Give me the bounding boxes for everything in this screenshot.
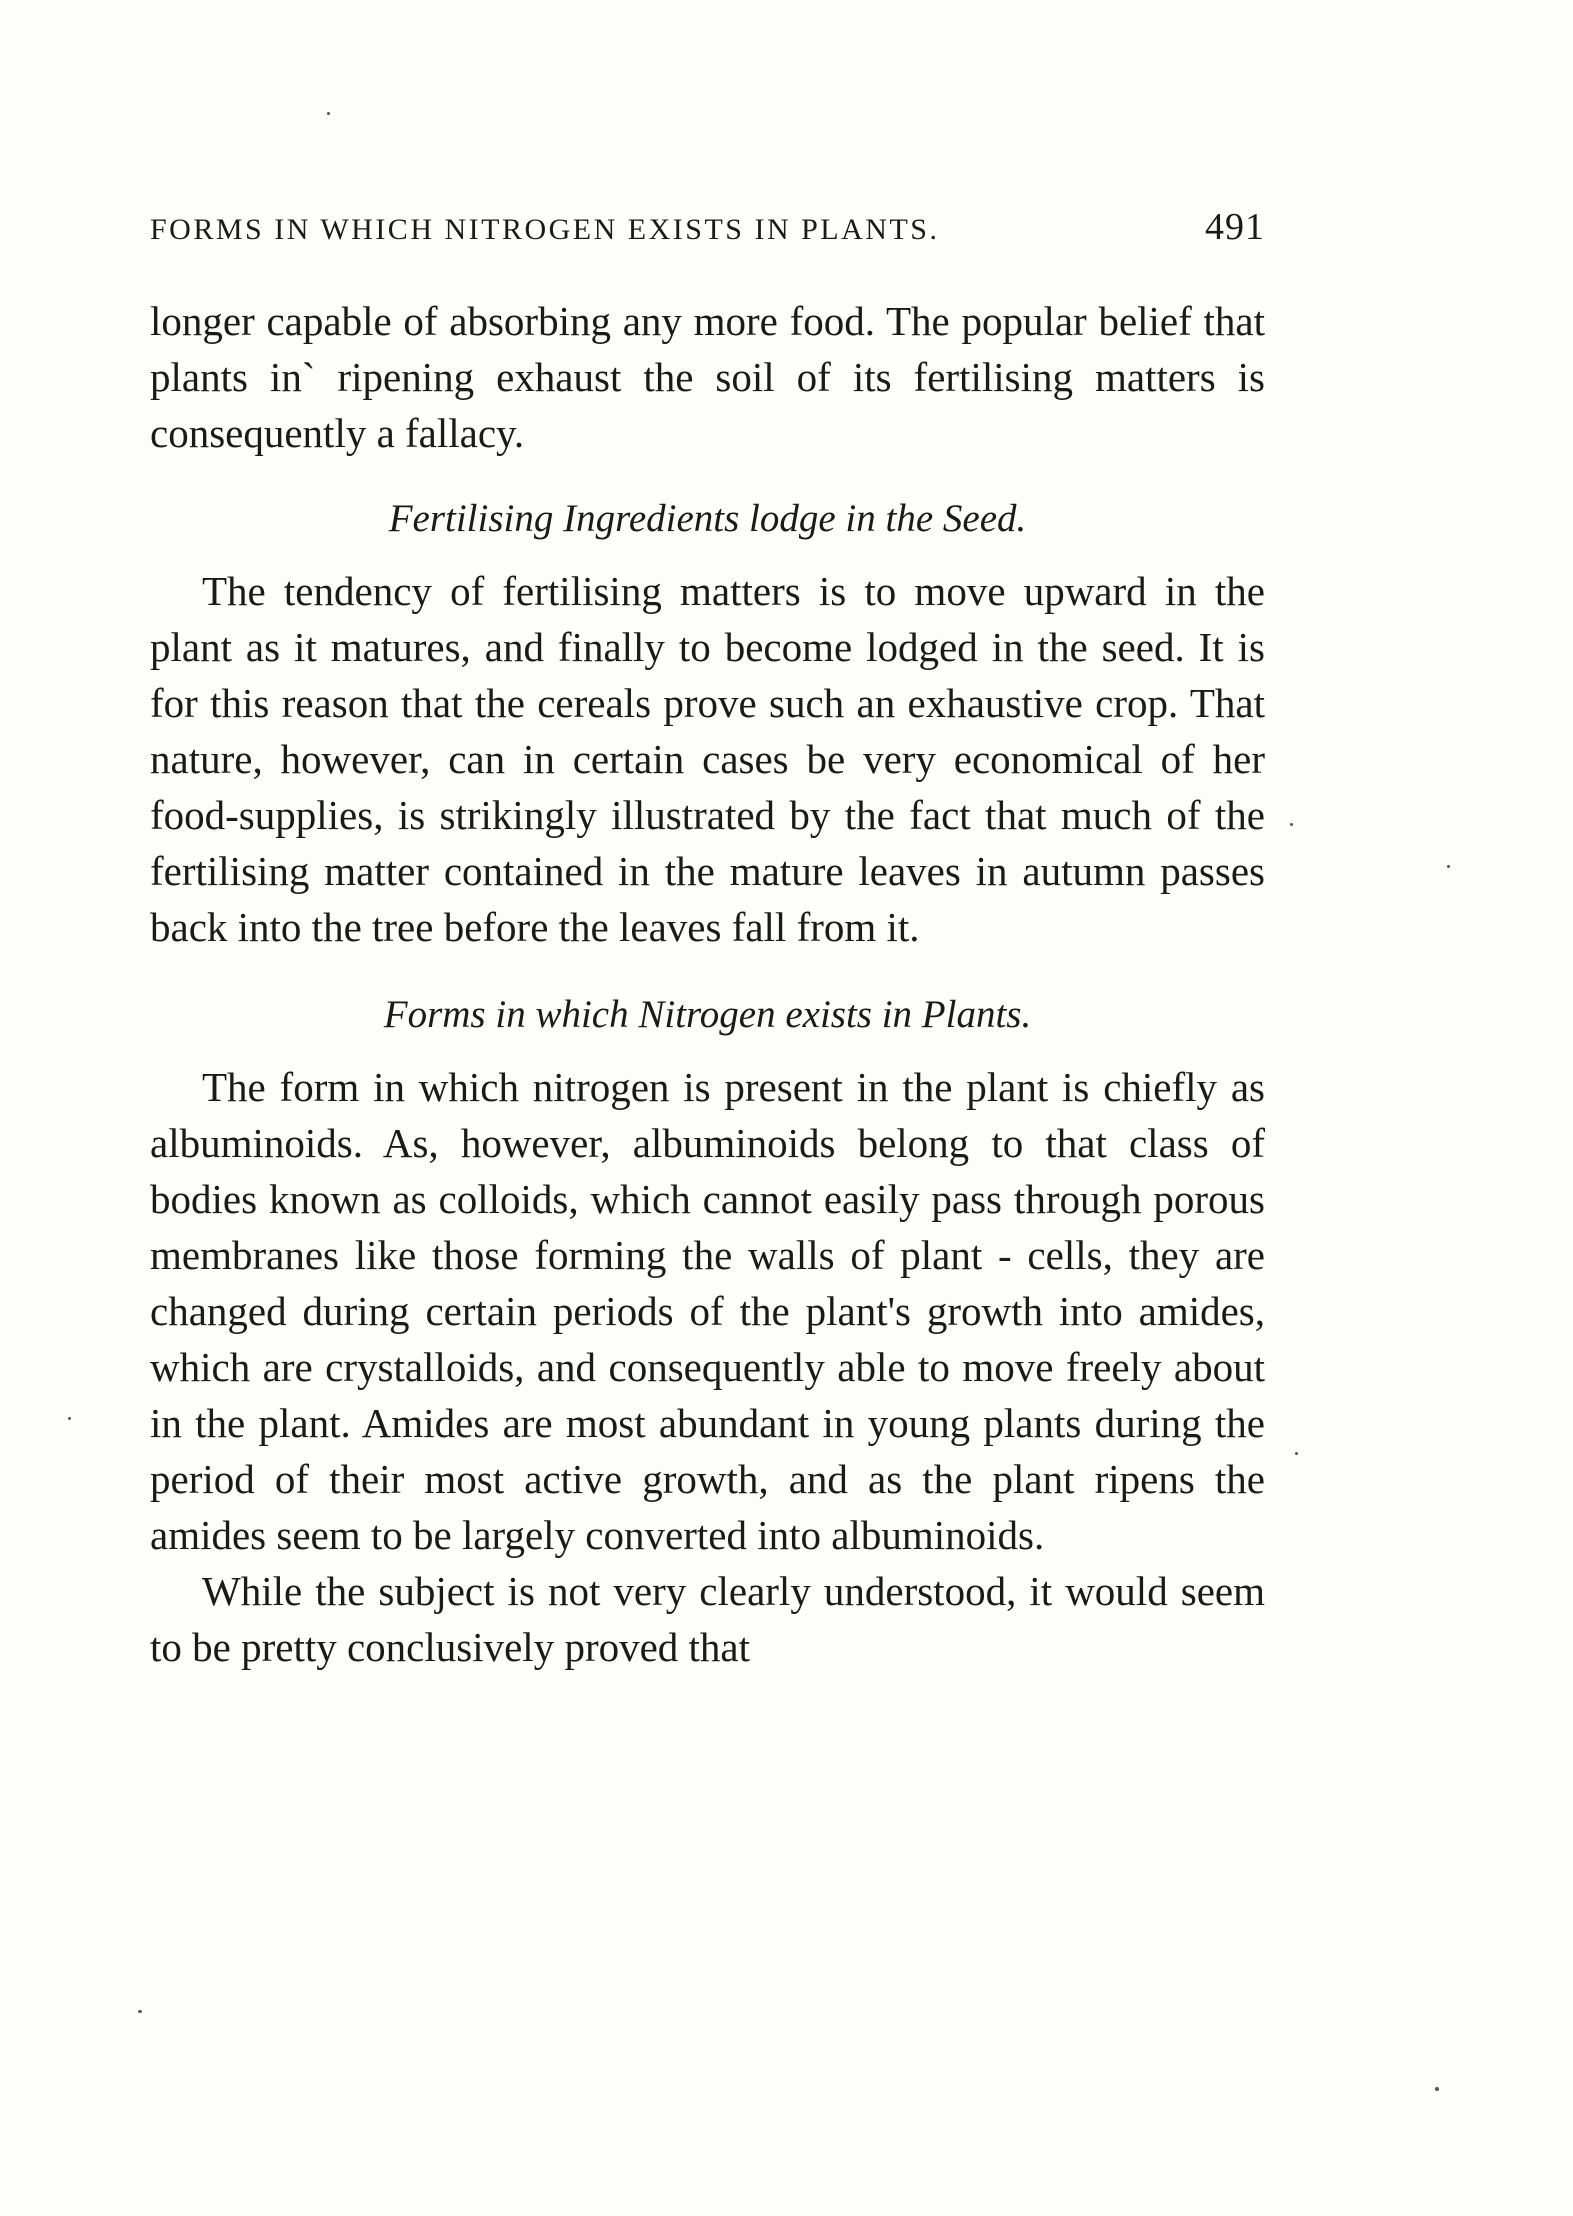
scan-speck	[1447, 865, 1450, 868]
section-heading-fertilising-ingredients: Fertilising Ingredients lodge in the Seed.	[388, 497, 1027, 540]
paragraph-continued: longer capable of absorbing any more food. The popular belief that plants in` ripening exhaust the soil of its fertilising matters is consequently a fallacy.	[150, 298, 1265, 456]
paragraph-subject-understanding: While the subject is not very clearly understood, it would seem to be pretty conclusively proved that	[150, 1568, 1265, 1670]
scan-speck	[138, 2010, 142, 2013]
running-head	[150, 205, 1265, 265]
page-content	[150, 205, 1265, 1675]
paragraph-forms-of-nitrogen: The form in which nitrogen is present in the plant is chiefly as albuminoids. As, however, albuminoids belong to that class of bodies known as colloids, which cannot easily pass through porous membranes like those forming the walls of plant - cells, they are changed during certain periods of the plant's growth into amides, which are crystalloids, and consequently able to move freely about in the plant. Amides are most abundant in young plants during the period of their most active growth, and as the plant ripens the amides seem to be largely converted into albuminoids.	[150, 1064, 1265, 1558]
scan-speck	[1435, 2087, 1439, 2091]
page-number: 491	[1205, 206, 1265, 248]
section-heading-forms-of-nitrogen: Forms in which Nitrogen exists in Plants.	[383, 993, 1032, 1036]
scan-speck	[1290, 823, 1293, 826]
scan-speck	[68, 1417, 71, 1420]
paragraph-fertilising-ingredients: The tendency of fertilising matters is to move upward in the plant as it matures, and finally to become lodged in the seed. It is for this reason that the cereals prove such an exhaustive crop. That nature, however, can in certain cases be very economical of her food-supplies, is strikingly illustrated by the fact that much of the fertilising matter contained in the mature leaves in autumn passes back into the tree before the leaves fall from it.	[150, 568, 1265, 950]
scan-speck	[327, 112, 330, 115]
scan-speck	[1295, 1452, 1298, 1455]
running-title: FORMS IN WHICH NITROGEN EXISTS IN PLANTS.	[150, 213, 940, 246]
